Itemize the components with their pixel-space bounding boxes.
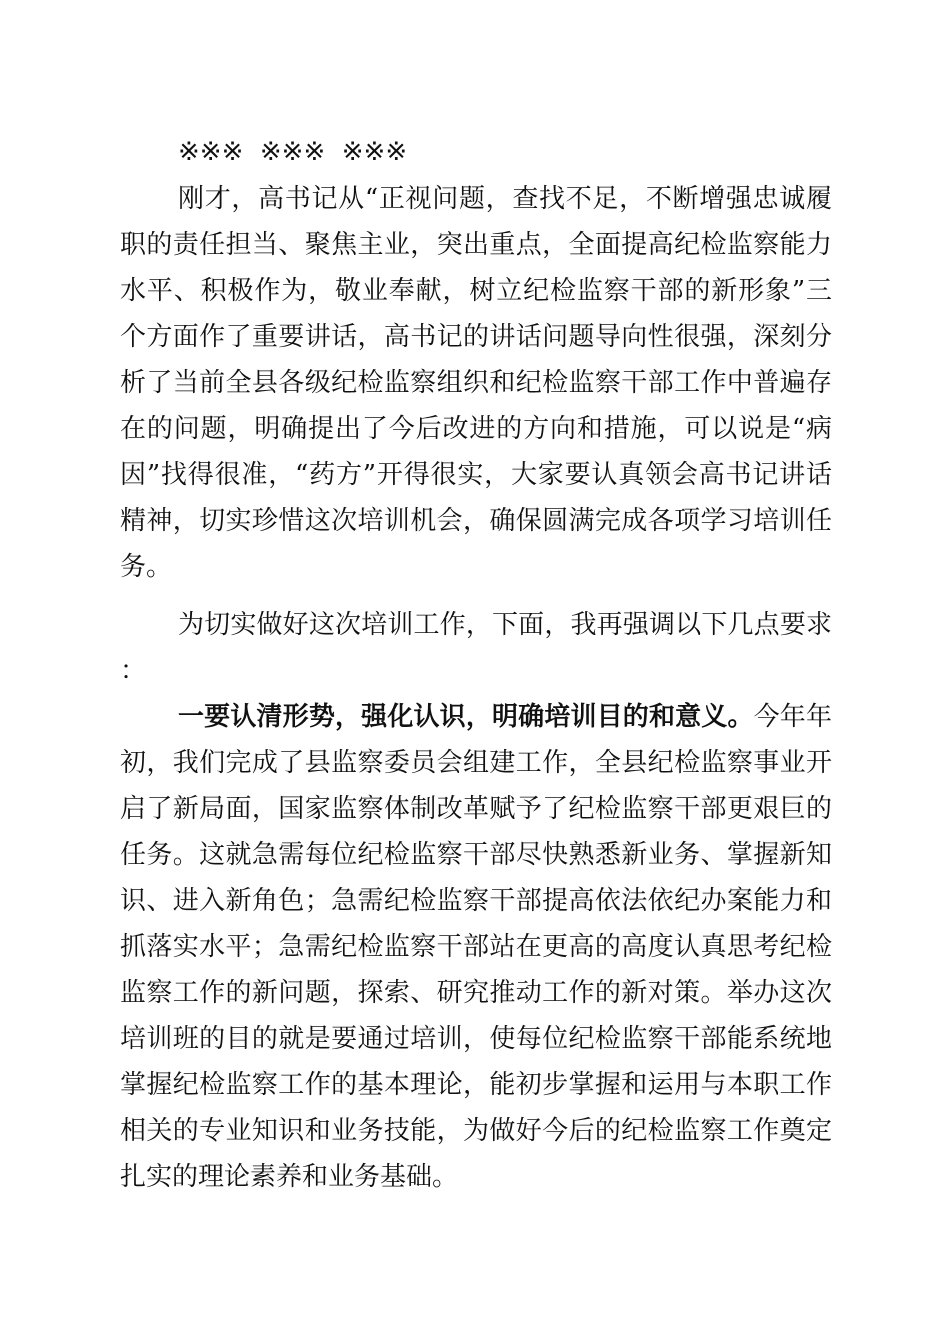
paragraph-requirement-one: [120, 694, 832, 1200]
salutation: ※※※ ※※※ ※※※: [178, 137, 408, 167]
document-page: [120, 128, 832, 1200]
paragraph-text: 今年年初，我们完成了县监察委员会组建工作，全县纪检监察事业开启了新局面，国家监察体制改革赋予了纪检监察干部更艰巨的任务。这就急需每位纪检监察干部尽快熟悉新业务、掌握新知识、进入新角色；急需纪检监察干部提高依法依纪办案能力和抓落实水平；急需纪检监察干部站在更高的高度认真思考纪检监察工作的新问题，探索、研究推动工作的新对策。举办这次培训班的目的就是要通过培训，使每位纪检监察干部能系统地掌握纪检监察工作的基本理论，能初步掌握和运用与本职工作相关的专业知识和业务技能，为做好今后的纪检监察工作奠定扎实的理论素养和业务基础。: [120, 702, 832, 1192]
paragraph-opening-remarks: [120, 176, 832, 590]
requirement-heading: 一要认清形势，强化认识，明确培训目的和意义。: [178, 702, 754, 732]
paragraph-text: 为切实做好这次培训工作，下面，我再强调以下几点要求：: [120, 610, 832, 686]
paragraph-requirements-intro: [120, 602, 832, 694]
paragraph-text: 刚才，高书记从“正视问题，查找不足，不断增强忠诚履职的责任担当、聚焦主业，突出重点，全面提高纪检监察能力水平、积极作为，敬业奉献，树立纪检监察干部的新形象”三个方面作了重要讲话，高书记的讲话问题导向性很强，深刻分析了当前全县各级纪检监察组织和纪检监察干部工作中普遍存在的问题，明确提出了今后改进的方向和措施，可以说是“病因”找得很准，“药方”开得很实，大家要认真领会高书记讲话精神，切实珍惜这次培训机会，确保圆满完成各项学习培训任务。: [120, 184, 832, 582]
